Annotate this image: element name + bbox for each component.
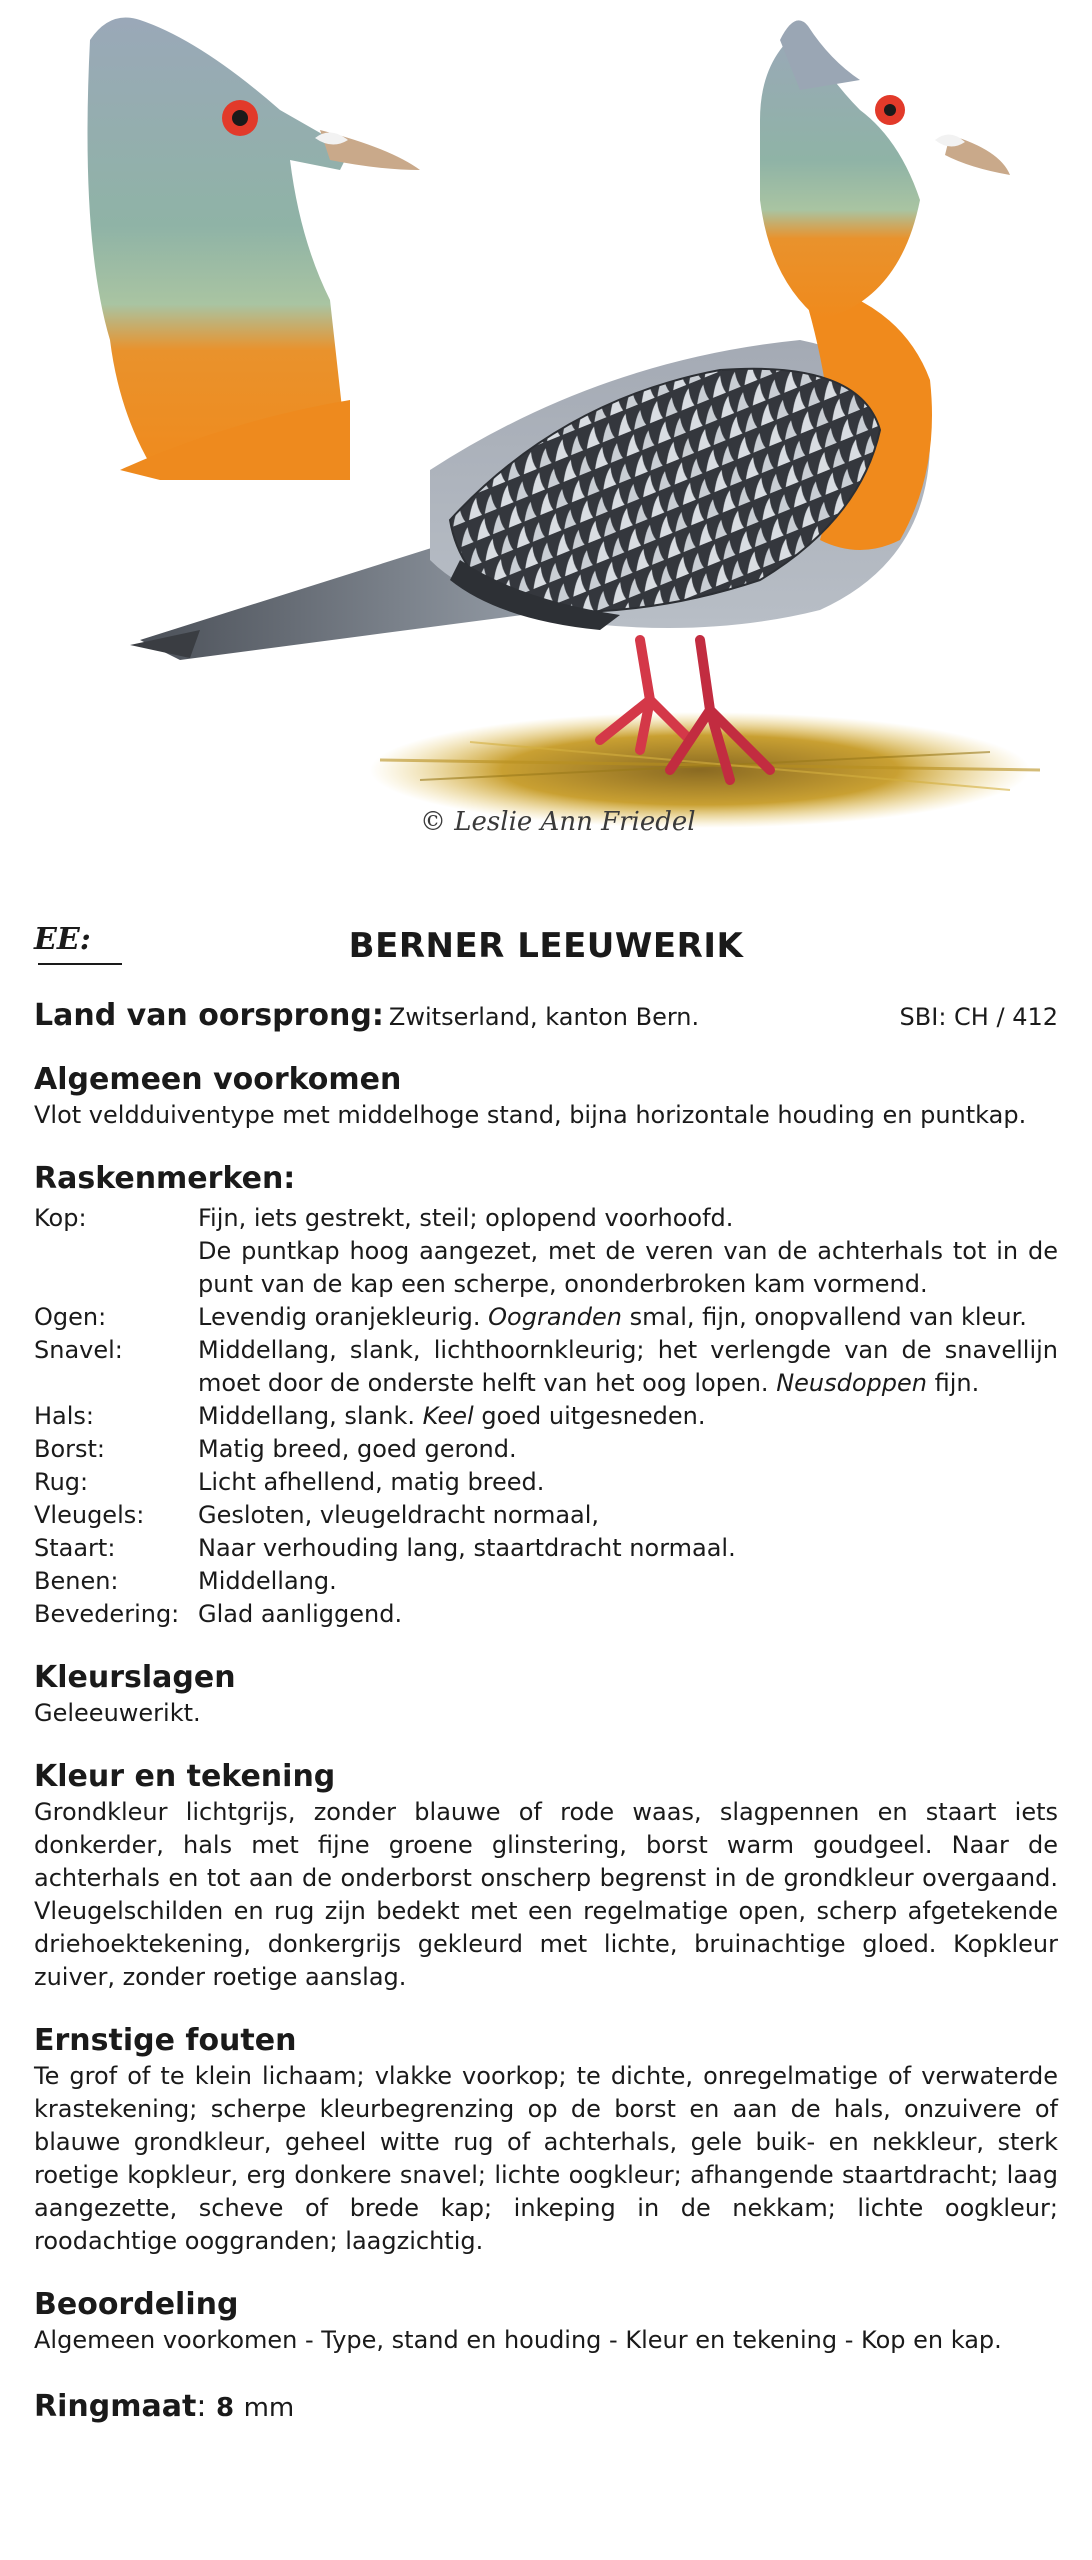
rk-value: Licht afhellend, matig breed.	[198, 1468, 545, 1496]
rk-row-ogen	[34, 1301, 1058, 1334]
raskenmerken-heading: Raskenmerken:	[34, 1161, 296, 1196]
ringmaat-value: 8	[215, 2393, 235, 2423]
rk-row	[34, 1499, 1058, 1532]
rk-row-hals	[34, 1400, 1058, 1433]
rk-value: Gesloten, vleugeldracht normaal,	[198, 1501, 600, 1529]
algemeen-text: Vlot veldduiventype met middelhoge stand, bijna horizontale houding en puntkap.	[34, 1101, 1027, 1129]
algemeen-heading: Algemeen voorkomen	[34, 1062, 402, 1097]
rk-value: De puntkap hoog aangezet, met de veren van de achterhals tot in de punt van de kap een scherpe, ononderbroken kam vormend.	[198, 1237, 1058, 1298]
kleur-heading: Kleur en tekening	[34, 1759, 336, 1794]
sbi-code: SBI: CH / 412	[899, 1003, 1058, 1031]
kleurslagen-heading: Kleurslagen	[34, 1660, 236, 1695]
origin-label: Land van oorsprong:	[34, 998, 384, 1033]
rk-row	[34, 1466, 1058, 1499]
rk-row	[34, 1532, 1058, 1565]
rk-row-kop	[34, 1202, 1058, 1235]
rk-label: Rug:	[34, 1468, 89, 1496]
rk-value: Fijn, iets gestrekt, steil; oplopend voorhoofd.	[198, 1204, 734, 1232]
ringmaat	[34, 2389, 1058, 2424]
breed-standard	[34, 920, 1058, 2424]
rk-row	[34, 1565, 1058, 1598]
rk-value: Middellang, slank, lichthoornkleurig; het verlengde van de snavellijn moet door de onderste helft van het oog lopen. Neusdoppen fijn.	[198, 1336, 1058, 1397]
rk-label: Kop:	[34, 1204, 87, 1232]
title-row	[34, 920, 1058, 970]
rk-label: Staart:	[34, 1534, 116, 1562]
beoordeling-text: Algemeen voorkomen - Type, stand en houding - Kleur en tekening - Kop en kap.	[34, 2326, 1002, 2354]
ringmaat-unit: mm	[243, 2393, 295, 2423]
rk-row	[34, 1433, 1058, 1466]
rk-label: Ogen:	[34, 1303, 107, 1331]
rk-value: Middellang, slank. Keel goed uitgesneden.	[198, 1402, 706, 1430]
rk-label: Hals:	[34, 1402, 95, 1430]
origin-row	[34, 998, 1058, 1033]
breed-title: BERNER LEEUWERIK	[348, 926, 744, 966]
rk-row-snavel	[34, 1334, 1058, 1400]
section-kleurslagen	[34, 1659, 1058, 1730]
section-kleur-tekening	[34, 1758, 1058, 1994]
rk-value: Glad aanliggend.	[198, 1600, 403, 1628]
signature-text: © Leslie Ann Friedel	[420, 807, 696, 837]
fouten-text: Te grof of te klein lichaam; vlakke voorkop; te dichte, onregelmatige of verwaterde krastekening; scherpe kleurbegrenzing op de borst en aan de hals, onzuivere of blauwe grondkleur, geheel witte rug of achterhals, gele buik- en nekkleur, sterk roetige kopkleur, erg donkere snavel; lichte oogkleur; afhangende staartdracht; laag aangezette, scheve of brede kap; inkeping in de nekkam; lichte oogkleur; roodachtige ooggranden; laagzichtig.	[34, 2062, 1058, 2255]
head-detail	[88, 18, 421, 481]
rk-row-kop-cont	[34, 1235, 1058, 1301]
rk-value: Matig breed, goed gerond.	[198, 1435, 517, 1463]
rk-label: Benen:	[34, 1567, 119, 1595]
rk-label: Snavel:	[34, 1336, 123, 1364]
section-beoordeling	[34, 2286, 1058, 2357]
section-algemeen	[34, 1061, 1058, 1132]
origin-value: Zwitserland, kanton Bern.	[388, 1003, 700, 1031]
section-raskenmerken	[34, 1160, 1058, 1631]
kleurslagen-text: Geleeuwerikt.	[34, 1699, 201, 1727]
ee-mark: EE:	[34, 922, 91, 957]
rk-label: Borst:	[34, 1435, 106, 1463]
fouten-heading: Ernstige fouten	[34, 2023, 297, 2058]
rk-row	[34, 1598, 1058, 1631]
ringmaat-colon: :	[196, 2389, 207, 2424]
rk-label: Vleugels:	[34, 1501, 145, 1529]
rk-value: Middellang.	[198, 1567, 337, 1595]
beoordeling-heading: Beoordeling	[34, 2287, 239, 2322]
section-ernstige-fouten	[34, 2022, 1058, 2258]
kleur-text: Grondkleur lichtgrijs, zonder blauwe of rode waas, slagpennen en staart iets donkerder, hals met fijne groene glinstering, borst warm goudgeel. Naar de achterhals en tot aan de onderborst onscherp begrenst in de grondkleur overgaand. Vleugelschilden en rug zijn bedekt met een regelmatige open, scherp afgetekende driehoektekening, donkergrijs gekleurd met lichte, bruinachtige gloed. Kopkleur zuiver, zonder roetige aanslag.	[34, 1798, 1058, 1991]
rk-value: Naar verhouding lang, staartdracht normaal.	[198, 1534, 736, 1562]
rk-label: Bevedering:	[34, 1600, 180, 1628]
pigeon-illustration	[0, 0, 1092, 890]
raskenmerken-list	[34, 1202, 1058, 1631]
ringmaat-label: Ringmaat	[34, 2389, 197, 2424]
rk-value: Levendig oranjekleurig. Oogranden smal, fijn, onopvallend van kleur.	[198, 1303, 1027, 1331]
